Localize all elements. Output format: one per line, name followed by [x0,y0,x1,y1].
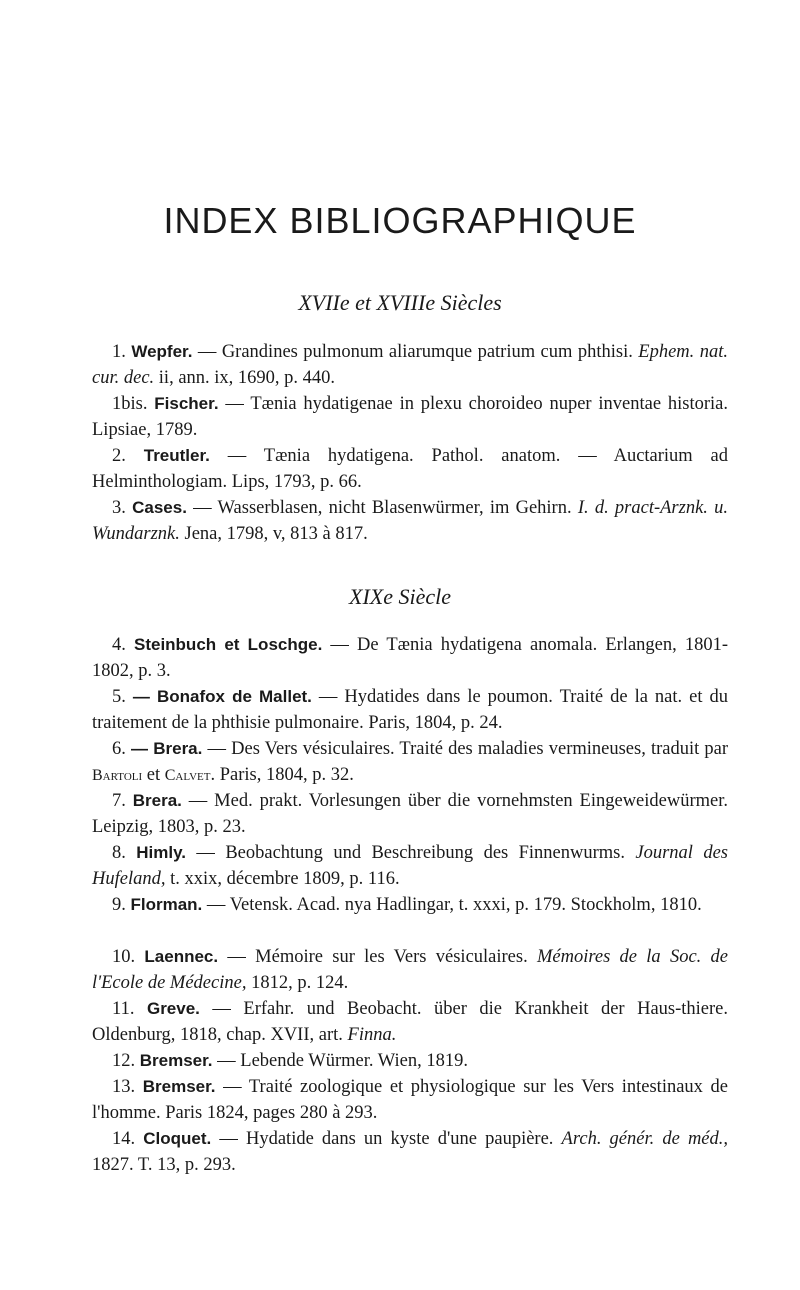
entry-3 [92,495,728,547]
entry-13 [92,1074,728,1126]
section-heading-19: XIXe Siècle [349,584,451,609]
entry-num: 7. [112,791,126,811]
entry-author: Laennec. [144,947,219,966]
entry-mid: et [142,764,165,785]
entry-7 [92,788,728,840]
entry-num: 10. [112,947,136,967]
entry-4 [92,632,728,684]
entry-author: Bremser. [142,1077,216,1096]
entry-text: — Lebende Würmer. Wien, 1819. [217,1051,468,1071]
entry-source: Finna. [347,1024,397,1045]
entry-author: — Brera. [131,739,203,758]
entry-num: 14. [112,1129,136,1149]
entry-num: 12. [112,1051,136,1071]
entry-source: Mémoires de la Soc. de l'Ecole de Médecine, [92,947,729,993]
translator-name: Bartoli [92,766,143,784]
entry-2 [92,443,728,495]
entry-num: 4. [112,635,126,655]
entry-num: 2. [112,446,126,466]
entry-text: — Mémoire sur les Vers vésiculaires. [227,947,537,967]
entry-text: — De Tænia hydatigena anomala. Erlangen, 1801-1802, p. 3. [92,635,729,681]
entry-9 [92,892,728,919]
entry-text: — Des Vers vésiculaires. Traité des maladies vermineuses, traduit par [207,739,728,759]
entry-rest: ii, ann. ix, 1690, p. 440. [154,367,336,388]
entry-num: 6. [112,739,126,759]
entry-num: 1bis. [112,394,148,414]
entry-text: — Vetensk. Acad. nya Hadlingar, t. xxxi, p. 179. Stockholm, 1810. [206,895,702,915]
entry-rest: 1812, p. 124. [246,972,349,993]
entry-author: Bremser. [139,1051,213,1070]
entry-num: 5. [112,687,126,707]
entry-author: Greve. [146,999,200,1018]
entry-author: — Bonafox de Mallet. [132,687,312,706]
entry-text: — Traité zoologique et physiologique sur les Vers intestinaux de l'homme. Paris 1824, pages 280 à 293. [92,1077,728,1123]
entry-14 [92,1126,728,1178]
entry-num: 9. [112,895,126,915]
entry-num: 13. [112,1077,136,1097]
entry-num: 8. [112,843,126,863]
entry-num: 11. [112,999,135,1019]
entry-rest: Jena, 1798, v, 813 à 817. [179,523,368,544]
entry-11 [92,996,728,1048]
entry-author: Fischer. [154,394,219,413]
entry-author: Himly. [136,843,187,862]
entry-8 [92,840,728,892]
entry-source: Journal des Hufeland, [92,843,728,889]
entry-1bis [92,391,728,443]
entry-1 [92,339,728,391]
entry-5 [92,684,728,736]
entry-author: Florman. [130,895,203,914]
entry-num: 1. [112,342,126,362]
entry-num: 3. [112,498,126,518]
entry-author: Steinbuch et Loschge. [133,635,323,654]
entry-rest: 1827. T. 13, p. 293. [92,1154,236,1175]
entry-6 [92,736,728,788]
entry-author: Wepfer. [131,342,193,361]
entry-text: — Med. prakt. Vorlesungen über die vornehmsten Eingeweidewürmer. Leipzig, 1803, p. 23. [92,791,729,837]
page-title: INDEX BIBLIOGRAPHIQUE [163,200,637,242]
translator-name: Calvet [164,766,211,784]
entry-text: — Tænia hydatigenae in plexu choroideo nuper inventae historia. Lipsiae, 1789. [92,394,728,440]
entry-author: Cases. [132,498,187,517]
entry-text: — Tænia hydatigena. Pathol. anatom. — Auctarium ad Helminthologiam. Lips, 1793, p. 66. [92,446,729,492]
entry-text: — Grandines pulmonum aliarumque patrium cum phthisi. [197,342,639,362]
entry-rest: t. xxix, décembre 1809, p. 116. [165,868,400,889]
entry-author: Brera. [132,791,182,810]
entry-source: Arch. génér. de méd., [561,1129,729,1149]
entry-10 [92,944,728,996]
entry-author: Cloquet. [143,1129,212,1148]
entry-rest: . Paris, 1804, p. 32. [210,764,354,785]
section-heading-17-18: XVIIe et XVIIIe Siècles [298,290,502,315]
entry-text: — Wasserblasen, nicht Blasenwürmer, im Gehirn. [193,498,578,518]
entry-source: Ephem. nat. cur. dec. [92,342,729,388]
entry-text: — Erfahr. und Beobacht. über die Krankheit der Haus-thiere. Oldenburg, 1818, chap. XVII, art. [92,999,729,1045]
entry-source: I. d. pract-Arznk. u. Wundarznk. [92,498,729,544]
entry-12 [92,1048,728,1075]
entry-text: — Hydatide dans un kyste d'une paupière. [219,1129,562,1149]
entry-author: Treutler. [143,446,210,465]
entry-text: — Beobachtung und Beschreibung des Finnenwurms. [196,843,636,863]
entry-text: — Hydatides dans le poumon. Traité de la nat. et du traitement de la phthisie pulmonaire. Paris, 1804, p. 24. [92,687,728,733]
